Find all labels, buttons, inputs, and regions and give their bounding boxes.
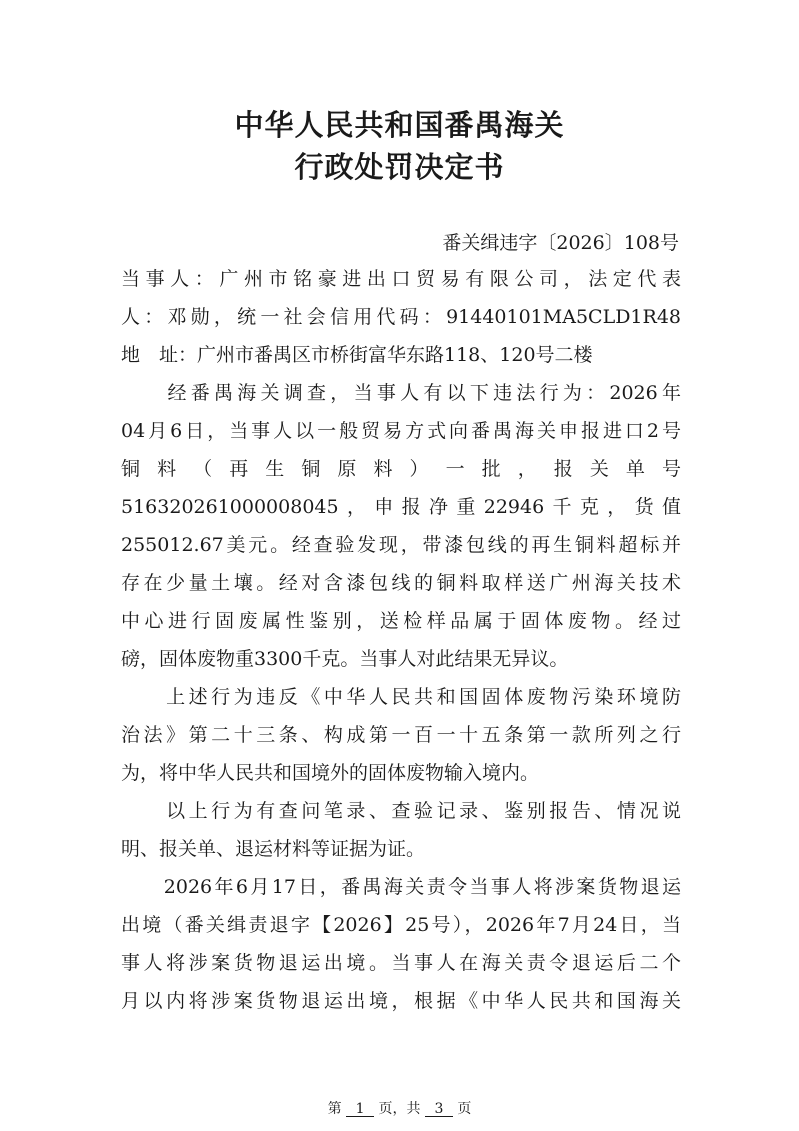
body-line: 磅，固体废物重3300千克。当事人对此结果无异议。 xyxy=(121,648,569,670)
body-line: 中心进行固废属性鉴别，送检样品属于固体废物。经过 xyxy=(121,610,681,632)
body-line: 04月6日，当事人以一般贸易方式向番禺海关申报进口2号 xyxy=(121,420,681,442)
page-footer xyxy=(0,1098,799,1118)
document-title-line1: 中华人民共和国番禺海关 xyxy=(234,108,565,142)
footer-page-number: 1 xyxy=(346,1102,374,1117)
footer-prefix: 第 xyxy=(327,1101,342,1117)
body-line: 地 址：广州市番禺区市桥街富华东路118、120号二楼 xyxy=(121,344,593,366)
document-title-line2: 行政处罚决定书 xyxy=(294,150,505,184)
body-line: 人：邓勋，统一社会信用代码：91440101MA5CLD1R48 xyxy=(121,306,681,328)
body-line: 516320261000008045，申报净重22946千克，货值 xyxy=(121,496,681,518)
body-line: 上述行为违反《中华人民共和国固体废物污染环境防 xyxy=(121,686,681,708)
body-line: 事人将涉案货物退运出境。当事人在海关责令退运后二个 xyxy=(121,952,681,974)
body-line: 以上行为有查问笔录、查验记录、鉴别报告、情况说 xyxy=(121,800,681,822)
body-line: 2026年6月17日，番禺海关责令当事人将涉案货物退运 xyxy=(121,876,681,898)
body-line: 255012.67美元。经查验发现，带漆包线的再生铜料超标并 xyxy=(121,534,681,556)
body-line: 经番禺海关调查，当事人有以下违法行为：2026年 xyxy=(121,382,681,404)
document-number: 番关缉违字〔2026〕108号 xyxy=(442,232,679,254)
body-line: 出境（番关缉责退字【2026】25号），2026年7月24日，当 xyxy=(121,914,681,936)
body-line: 存在少量土壤。经对含漆包线的铜料取样送广州海关技术 xyxy=(121,572,681,594)
footer-total-pages: 3 xyxy=(425,1102,453,1117)
body-line: 铜料（再生铜原料）一批，报关单号 xyxy=(121,458,681,480)
footer-middle: 页，共 xyxy=(378,1101,421,1117)
body-line: 明、报关单、退运材料等证据为证。 xyxy=(121,838,426,860)
body-line: 为，将中华人民共和国境外的固体废物输入境内。 xyxy=(121,762,540,784)
body-line: 当事人：广州市铭豪进出口贸易有限公司，法定代表 xyxy=(121,268,681,290)
body-line: 治法》第二十三条、构成第一百一十五条第一款所列之行 xyxy=(121,724,681,746)
footer-suffix: 页 xyxy=(457,1101,472,1117)
body-line: 月以内将涉案货物退运出境，根据《中华人民共和国海关 xyxy=(121,990,681,1012)
